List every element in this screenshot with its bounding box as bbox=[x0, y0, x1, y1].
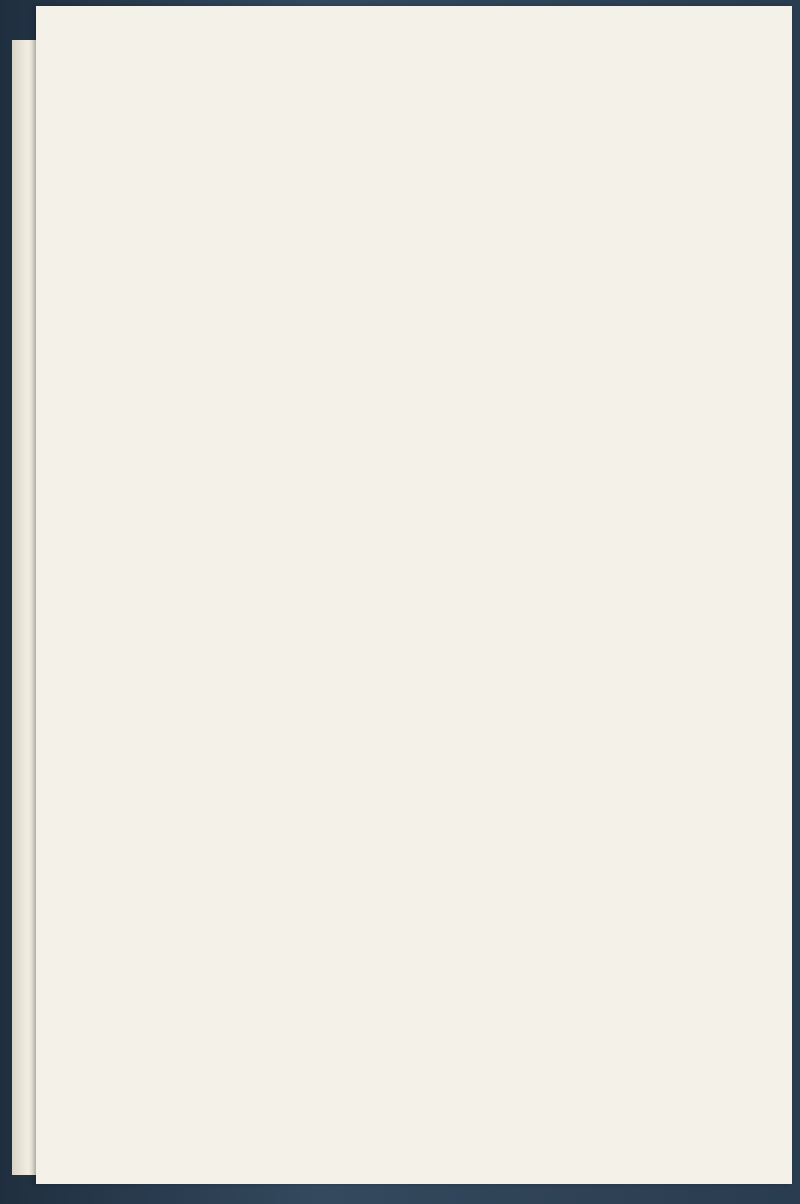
book-page bbox=[36, 6, 792, 1184]
page-stack-edge bbox=[12, 40, 39, 1175]
